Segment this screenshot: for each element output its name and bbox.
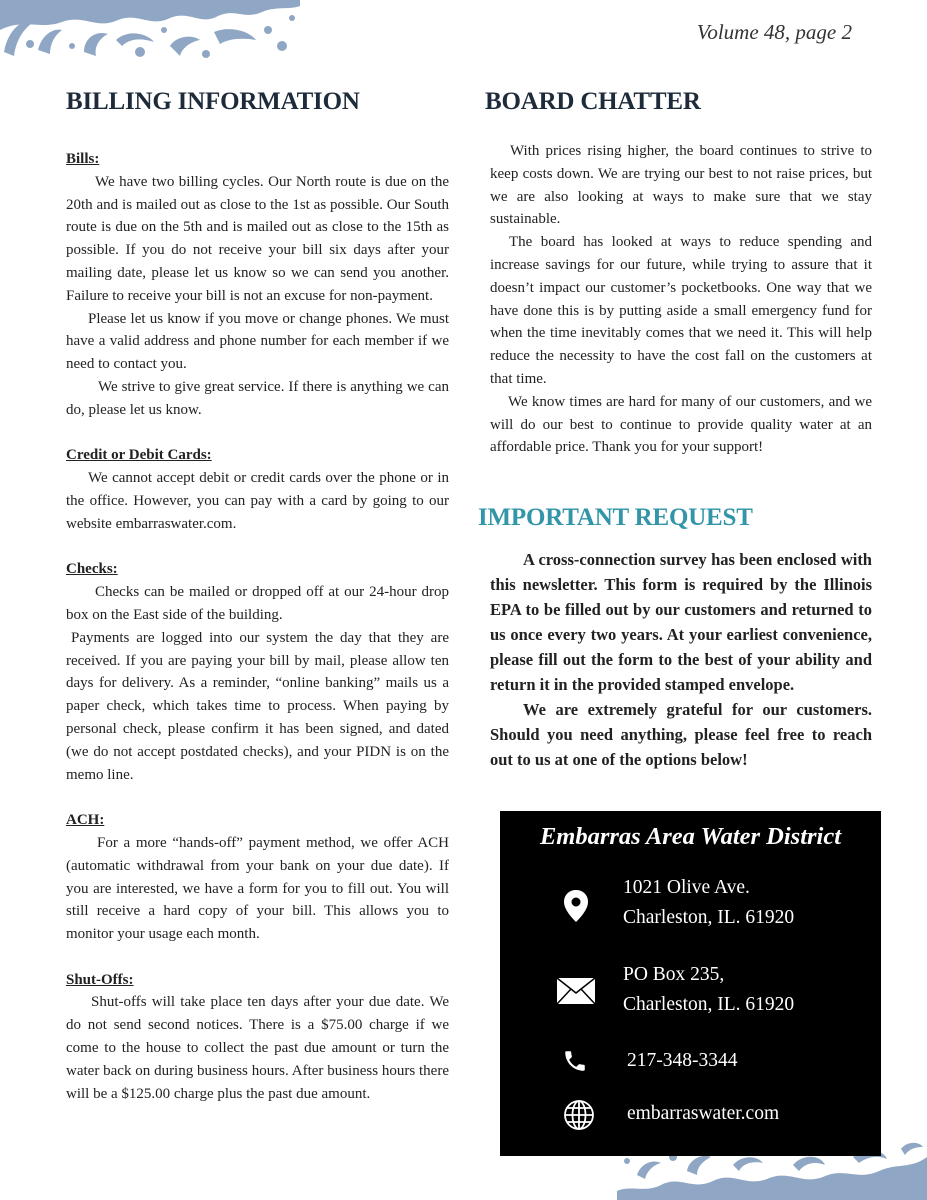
cards-paragraph: We cannot accept debit or credit cards over the phone or in the office. However, you can pay with a card by going to our website embarraswater.com. (66, 470, 449, 532)
phone-number: 217-348-3344 (627, 1050, 738, 1071)
address-line-2: Charleston, IL. 61920 (623, 907, 795, 928)
po-box-line-1: PO Box 235, (623, 964, 725, 985)
billing-column (66, 86, 449, 1105)
billing-title: BILLING INFORMATION (66, 88, 360, 115)
cards-heading: Credit or Debit Cards: (66, 447, 212, 464)
request-paragraph: We are extremely grateful for our customers. Should you need anything, please feel free to reach out to us at one of the options below! (490, 700, 872, 769)
bills-paragraph: We have two billing cycles. Our North route is due on the 20th and is mailed out as close to the 1st as possible. Our South route is due on the 5th and is mailed out as close to the 15th as possible. If you do not receive your bill six days after your mailing date, please let us know so we can send you another. Failure to receive your bill is not an excuse for non-payment. (66, 173, 449, 304)
volume-page-label: Volume 48, page 2 (696, 20, 852, 44)
shutoffs-paragraph: Shut-offs will take place ten days after your due date. We do not send second notices. There is a $75.00 charge if we come to the house to collect the past due amount or turn the water back on during business hours. After business hours there will be a $125.00 charge plus the past due amount. (66, 994, 449, 1102)
website-link[interactable]: embarraswater.com (627, 1103, 780, 1124)
checks-paragraph: Payments are logged into our system the day that they are received. If you are paying your bill by mail, please allow ten days for delivery. As a reminder, “online banking” mails us a paper check, which takes time to process. When paying by personal check, please confirm it has been signed, and dated (we do not accept postdated checks), and your PIDN is on the memo line. (66, 629, 449, 783)
address-line-1: 1021 Olive Ave. (623, 877, 750, 898)
water-splash-decoration (0, 0, 300, 62)
board-title: BOARD CHATTER (485, 88, 701, 115)
bills-paragraph: Please let us know if you move or change phones. We must have a valid address and phone number for each member if we need to contact you. (66, 310, 449, 373)
ach-heading: ACH: (66, 812, 105, 829)
location-pin-icon (555, 885, 597, 927)
ach-paragraph: For a more “hands-off” payment method, we offer ACH (automatic withdrawal from your bank on your due date). If you are interested, we have a form for you to fill out. You will still receive a hard copy of your bill. This allows you to monitor your usage each month. (66, 834, 449, 943)
checks-heading: Checks: (66, 561, 118, 578)
bills-heading: Bills: (66, 151, 100, 167)
board-paragraph: With prices rising higher, the board continues to strive to keep costs down. We are trying our best to not raise prices, but we are also looking at ways to make sure that we stay sustainable. (490, 143, 872, 228)
bills-paragraph: We strive to give great service. If there is anything we can do, please let us know. (66, 378, 449, 418)
board-column (485, 86, 872, 459)
contact-card (500, 811, 881, 1156)
envelope-icon (555, 970, 597, 1012)
phone-icon (554, 1040, 596, 1082)
contact-title: Embarras Area Water District (539, 823, 842, 850)
request-section (478, 502, 872, 772)
po-box-line-2: Charleston, IL. 61920 (623, 994, 795, 1015)
board-paragraph: The board has looked at ways to reduce spending and increase savings for our future, while trying to assure that it doesn’t impact our customer’s pocketbooks. One way that we have done this is by putting aside a small emergency fund for when the time inevitably comes that we need it. This will help reduce the necessity to have the cost fall on the customers at that time. (490, 234, 872, 387)
request-paragraph: A cross-connection survey has been enclosed with this newsletter. This form is required by the Illinois EPA to be filled out by our customers and returned to us once every two years. At your earliest convenience, please fill out the form to the best of your ability and return it in the provided stamped envelope. (490, 550, 872, 694)
board-paragraph: We know times are hard for many of our customers, and we will do our best to continue to provide quality water at an affordable price. Thank you for your support! (490, 393, 872, 456)
checks-paragraph: Checks can be mailed or dropped off at our 24-hour drop box on the East side of the building. (66, 584, 449, 623)
request-title: IMPORTANT REQUEST (478, 504, 753, 531)
globe-icon (558, 1094, 600, 1136)
shutoffs-heading: Shut-Offs: (66, 971, 134, 988)
